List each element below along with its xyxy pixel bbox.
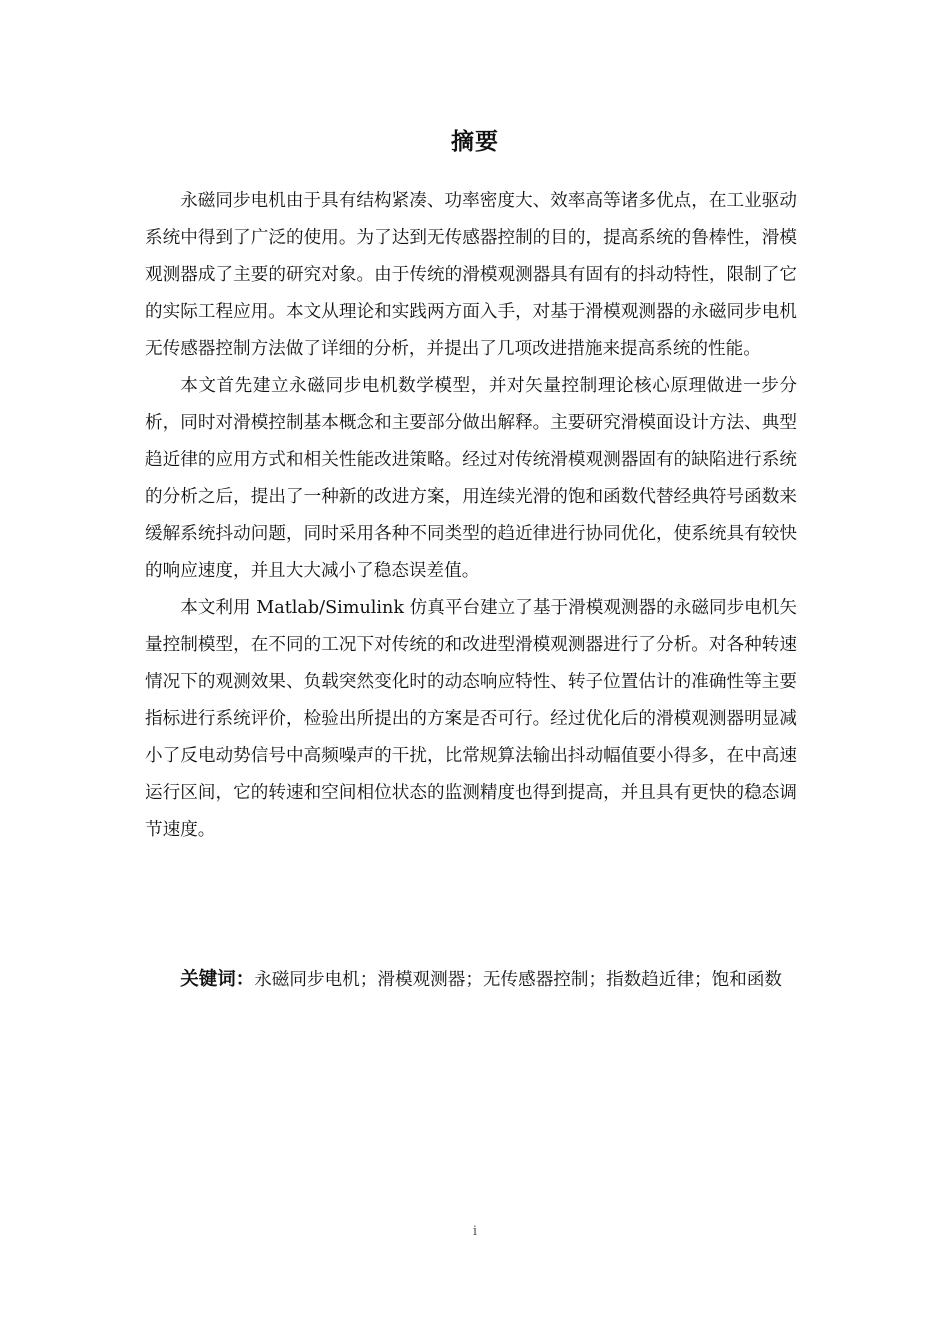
keywords-line: [145, 953, 797, 1007]
abstract-paragraph-1: 永磁同步电机由于具有结构紧凑、功率密度大、效率高等诸多优点，在工业驱动系统中得到了广泛的使用。为了达到无传感器控制的目的，提高系统的鲁棒性，滑模观测器成了主要的研究对象。由于传统的滑模观测器具有固有的抖动特性，限制了它的实际工程应用。本文从理论和实践两方面入手，对基于滑模观测器的永磁同步电机无传感器控制方法做了详细的分析，并提出了几项改进措施来提高系统的性能。: [145, 191, 797, 359]
keywords-label: 关键词：: [180, 969, 255, 990]
abstract-paragraph-2: 本文首先建立永磁同步电机数学模型，并对矢量控制理论核心原理做进一步分析，同时对滑模控制基本概念和主要部分做出解释。主要研究滑模面设计方法、典型趋近律的应用方式和相关性能改进策略。经过对传统滑模观测器固有的缺陷进行系统的分析之后，提出了一种新的改进方案，用连续光滑的饱和函数代替经典符号函数来缓解系统抖动问题，同时采用各种不同类型的趋近律进行协同优化，使系统具有较快的响应速度，并且大大减小了稳态误差值。: [145, 376, 797, 581]
abstract-paragraph-3: 本文利用 Matlab/Simulink 仿真平台建立了基于滑模观测器的永磁同步电机矢量控制模型，在不同的工况下对传统的和改进型滑模观测器进行了分析。对各种转速情况下的观测效果、负载突然变化时的动态响应特性、转子位置估计的准确性等主要指标进行系统评价，检验出所提出的方案是否可行。经过优化后的滑模观测器明显减小了反电动势信号中高频噪声的干扰，比常规算法输出抖动幅值要小得多，在中高速运行区间，它的转速和空间相位状态的监测精度也得到提高，并且具有更快的稳态调节速度。: [145, 598, 797, 840]
abstract-body: [145, 183, 797, 849]
keywords-text: 永磁同步电机；滑模观测器；无传感器控制；指数趋近律；饱和函数: [254, 970, 783, 990]
page-number: i: [472, 1224, 478, 1239]
abstract-title: 摘要: [451, 129, 499, 155]
